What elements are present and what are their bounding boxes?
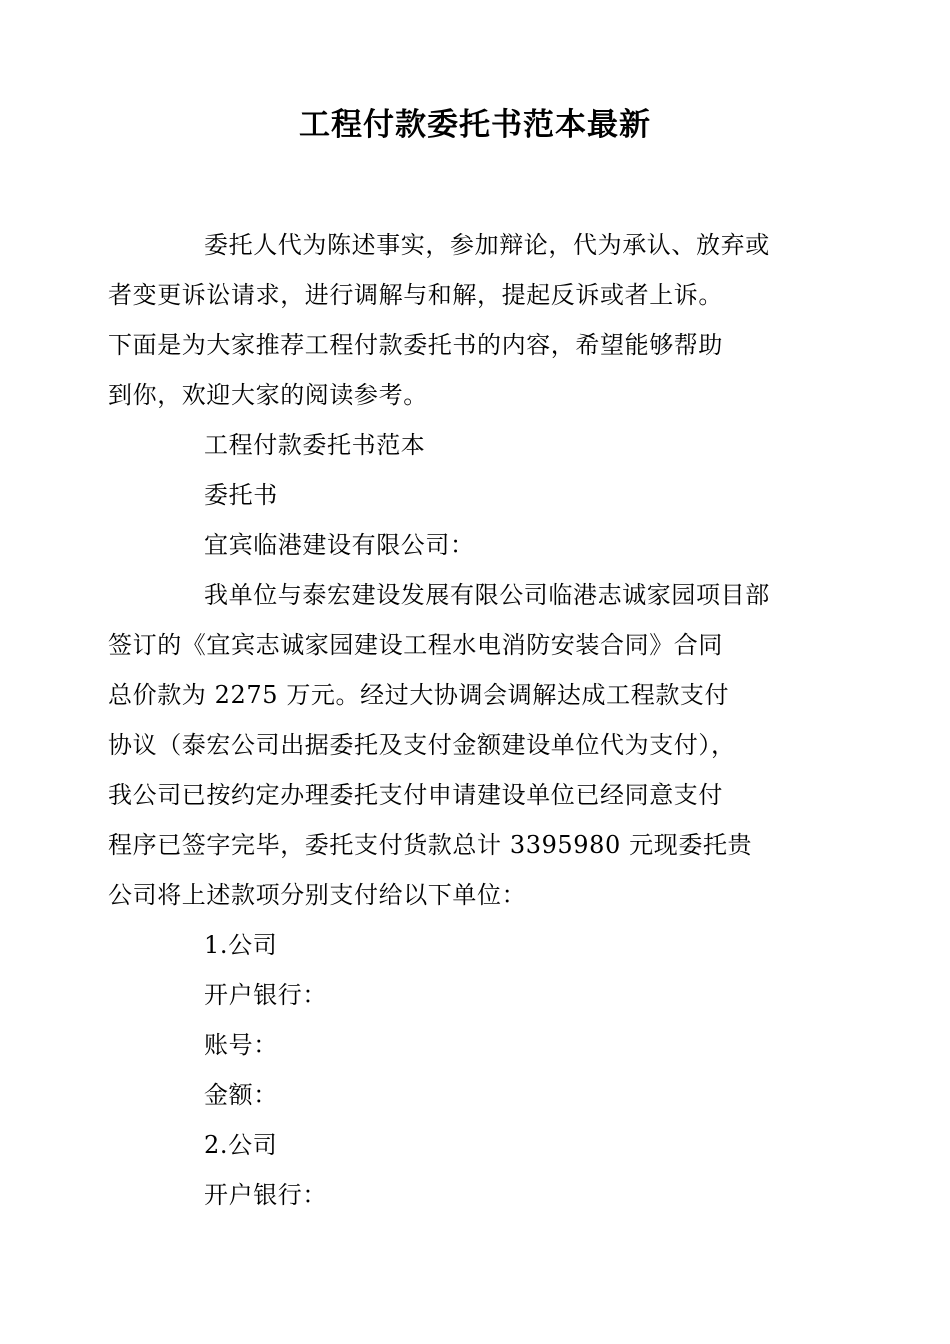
main-line-2: 签订的《宜宾志诚家园建设工程水电消防安装合同》合同 xyxy=(108,631,723,659)
main-line-5: 我公司已按约定办理委托支付申请建设单位已经同意支付 xyxy=(108,781,723,809)
payee-1-company: 1.公司 xyxy=(204,931,278,959)
payee-2-bank: 开户银行： xyxy=(204,1181,327,1209)
main-line-4: 协议（泰宏公司出据委托及支付金额建设单位代为支付）， xyxy=(108,731,736,759)
intro-line-1: 委托人代为陈述事实，参加辩论，代为承认、放弃或 xyxy=(204,231,770,259)
main-line-3: 总价款为 2275 万元。经过大协调会调解达成工程款支付 xyxy=(108,681,730,709)
payee-1-amount: 金额： xyxy=(204,1081,278,1109)
document-body xyxy=(108,220,806,1220)
intro-line-2: 者变更诉讼请求，进行调解与和解，提起反诉或者上诉。 xyxy=(108,281,723,309)
addressee: 宜宾临港建设有限公司： xyxy=(204,531,475,559)
intro-line-4: 到你，欢迎大家的阅读参考。 xyxy=(108,381,428,409)
intro-paragraph xyxy=(108,220,806,420)
main-paragraph xyxy=(108,570,806,920)
main-line-7: 公司将上述款项分别支付给以下单位： xyxy=(108,881,527,909)
letter-title: 委托书 xyxy=(204,481,278,509)
payee-2-company: 2.公司 xyxy=(204,1131,278,1159)
payee-1-account: 账号： xyxy=(204,1031,278,1059)
section-heading: 工程付款委托书范本 xyxy=(204,431,426,459)
main-line-6: 程序已签字完毕，委托支付货款总计 3395980 元现委托贵 xyxy=(108,831,753,859)
intro-line-3: 下面是为大家推荐工程付款委托书的内容，希望能够帮助 xyxy=(108,331,723,359)
main-line-1: 我单位与泰宏建设发展有限公司临港志诚家园项目部 xyxy=(204,581,770,609)
payee-1-bank: 开户银行： xyxy=(204,981,327,1009)
document-title: 工程付款委托书范本最新 xyxy=(299,107,651,143)
